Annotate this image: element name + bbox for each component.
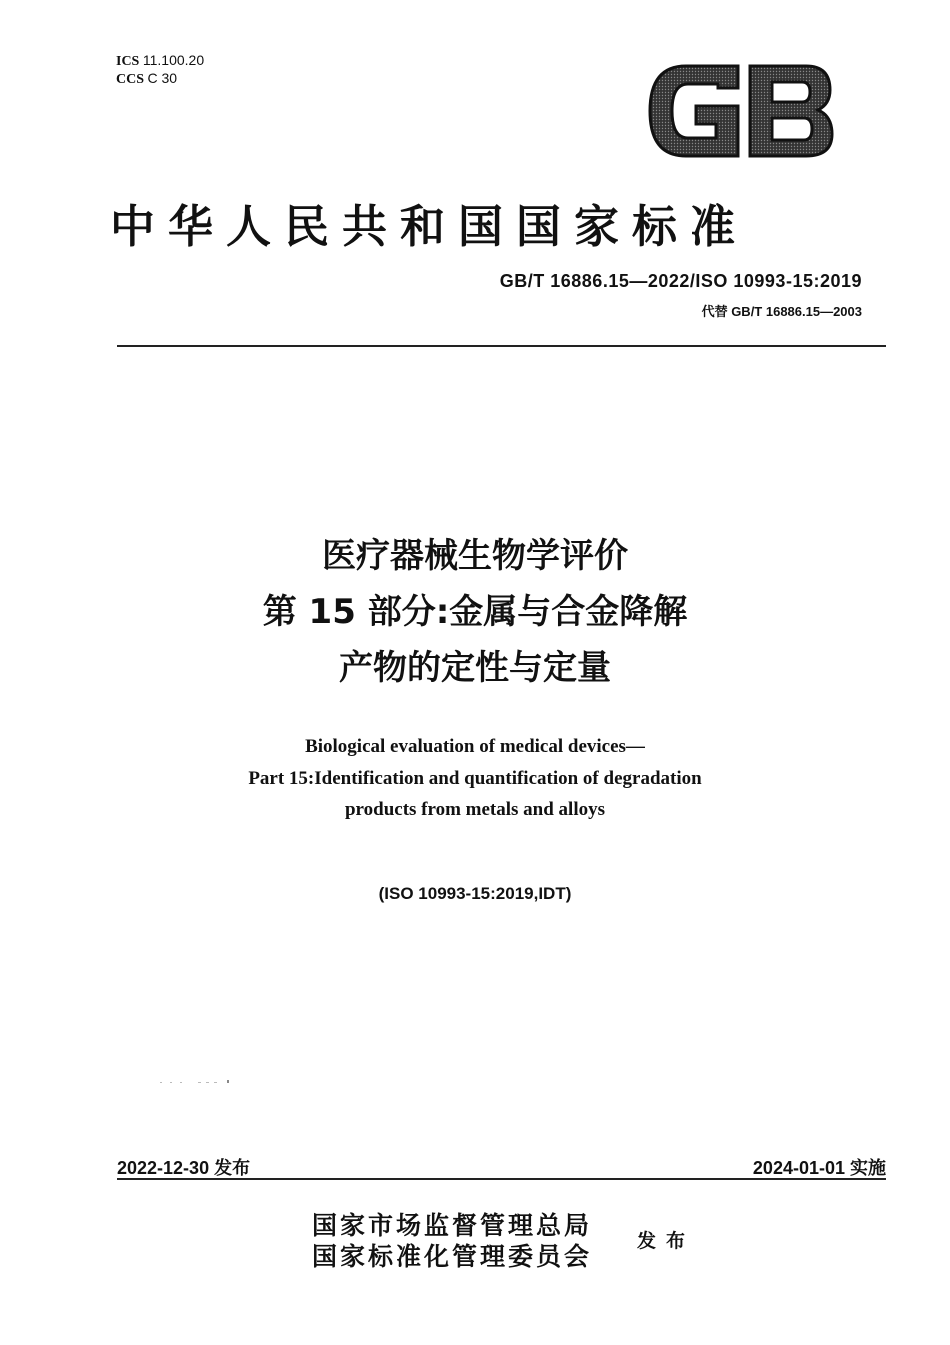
scan-speck-decoration [160, 1080, 230, 1084]
national-standard-heading: 中华人民共和国国家标准 [110, 200, 749, 253]
issue-date: 2022-12-30 发布 [117, 1158, 251, 1178]
chinese-title-line-1: 医疗器械生物学评价 [322, 536, 628, 576]
ics-value: 11.100.20 [142, 52, 205, 68]
english-title [0, 731, 950, 826]
issuer-line-2: 国家标准化管理委员会 [312, 1242, 593, 1271]
top-divider [117, 345, 886, 347]
english-title-line-3: products from metals and alloys [344, 799, 606, 820]
iso-equivalence: (ISO 10993-15:2019,IDT) [378, 884, 572, 903]
ics-label: ICS [116, 54, 140, 69]
chinese-title-line-2: 第 15 部分:金属与合金降解 [262, 592, 688, 632]
gb-logo-icon [646, 58, 836, 164]
ccs-label: CCS [116, 72, 145, 87]
english-title-line-2: Part 15:Identification and quantification of degradation [248, 767, 702, 789]
chinese-title-line-3: 产物的定性与定量 [339, 648, 611, 688]
ccs-value: C 30 [147, 70, 178, 86]
issuing-authorities [312, 1210, 592, 1272]
standard-number: GB/T 16886.15—2022/ISO 10993-15:2019 [499, 271, 862, 291]
ics-code [116, 52, 204, 70]
bottom-divider [117, 1178, 886, 1180]
issuer-line-1: 国家市场监督管理总局 [312, 1211, 593, 1240]
classification-codes [116, 52, 204, 88]
replaces-standard: 代替 GB/T 16886.15—2003 [701, 304, 862, 319]
chinese-title [0, 528, 950, 696]
publish-label: 发布 [637, 1230, 696, 1252]
implementation-date: 2024-01-01 实施 [752, 1158, 886, 1178]
ccs-code [116, 70, 204, 88]
english-title-line-1: Biological evaluation of medical devices— [305, 736, 645, 757]
